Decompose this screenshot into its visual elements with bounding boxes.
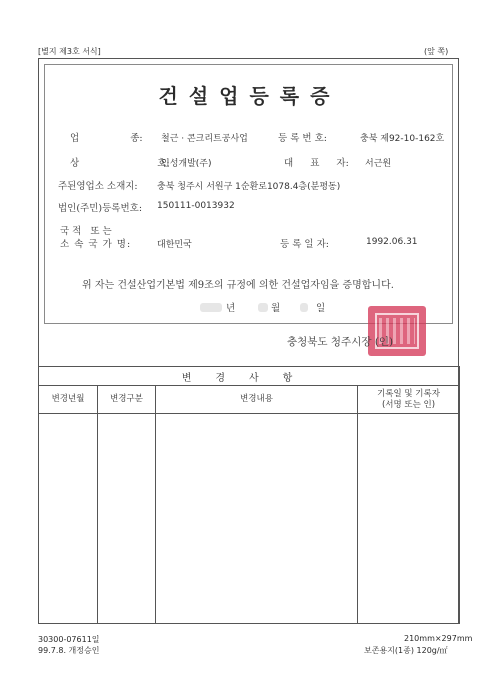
column-change-details: 변경내용 (156, 386, 358, 414)
issue-year-redacted (200, 303, 222, 312)
footer-approval-note: 99.7.8. 개정승인 (38, 646, 100, 655)
registration-number-label: 등 록 번 호: (278, 133, 327, 144)
industry-value: 철근 · 콘크리트공사업 (161, 134, 248, 144)
footer-form-code: 30300-07611일 (38, 635, 100, 644)
nationality-value: 대한민국 (157, 240, 192, 250)
form-number-label: [별지 제3호 서식] (38, 47, 101, 56)
column-record-date-recorder-line1: 기록일 및 기록자 (377, 388, 440, 399)
registration-date-label: 등 록 일 자: (280, 239, 329, 250)
issue-year-suffix: 년 (226, 303, 236, 314)
registration-number-value: 충북 제92-10-162호 (360, 134, 445, 144)
issue-month-suffix: 월 (271, 303, 281, 314)
page-side-label: (앞 쪽) (424, 47, 449, 56)
column-record-date-recorder (358, 386, 460, 414)
column-change-date: 변경년월 (39, 386, 98, 414)
footer-paper-type: 보존용지(1종) 120g/㎡ (364, 646, 448, 655)
representative-label: 대 표 자: (284, 158, 349, 169)
issuer-name: 충청북도 청주시장 (인) (287, 336, 394, 348)
corporate-number-value: 150111-0013932 (157, 201, 235, 211)
nationality-label-line2: 소 속 국 가 명: (60, 239, 132, 250)
column-record-date-recorder-line2: (서명 또는 인) (381, 399, 436, 410)
registration-date-value: 1992.06.31 (366, 237, 418, 247)
change-date-cell (39, 414, 98, 624)
certificate-title: 건설업등록증 (158, 84, 341, 108)
industry-label: 업 종: (70, 133, 143, 144)
main-office-address: 충북 청주시 서원구 1순환로1078.4층(분평동) (157, 182, 341, 192)
change-details-cell (156, 414, 358, 624)
issue-month-redacted (258, 303, 268, 312)
corporate-number-label: 법인(주민)등록번호: (58, 203, 143, 214)
change-history-table (38, 366, 460, 624)
trade-name-label: 상 호: (70, 158, 170, 169)
representative-value: 서근원 (365, 159, 392, 169)
footer-paper-size: 210mm×297mm (404, 634, 473, 643)
issue-day-redacted (300, 303, 308, 312)
nationality-label-line1: 국적 또는 (60, 226, 115, 237)
change-history-title: 변경사항 (39, 367, 460, 386)
column-change-type: 변경구분 (98, 386, 156, 414)
main-office-label: 주된영업소 소재지: (58, 181, 138, 192)
trade-name-value: 인성개발(주) (161, 159, 212, 169)
issue-day-suffix: 일 (316, 303, 326, 314)
change-type-cell (98, 414, 156, 624)
record-cell (358, 414, 460, 624)
certification-statement: 위 자는 건설산업기본법 제9조의 규정에 의한 건설업자임을 증명합니다. (82, 280, 394, 291)
